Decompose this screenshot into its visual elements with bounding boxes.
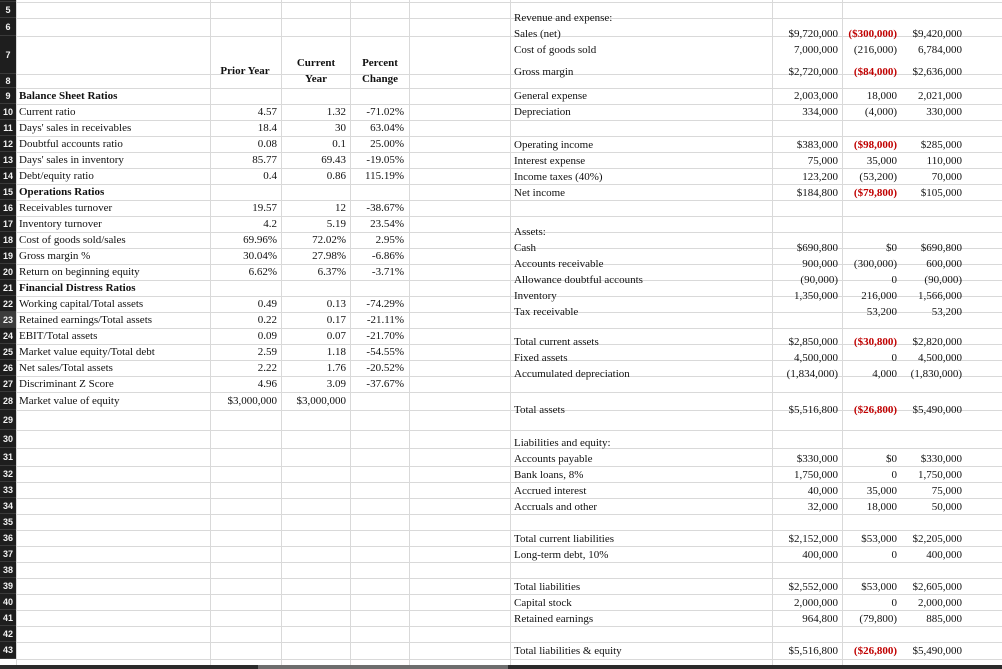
statement-label[interactable]: Accruals and other bbox=[514, 501, 598, 513]
statement-change-b[interactable]: 0 bbox=[891, 274, 897, 286]
row-header[interactable]: 23 bbox=[0, 312, 16, 328]
ratio-prior-value[interactable]: 0.4 bbox=[263, 169, 277, 182]
ratio-prior-value[interactable]: 6.62% bbox=[248, 265, 277, 278]
statement-change-b[interactable]: ($26,800) bbox=[853, 645, 897, 657]
statement-value-a[interactable]: 4,500,000 bbox=[794, 352, 838, 364]
ratio-percent-change[interactable]: 23.54% bbox=[370, 217, 404, 230]
statement-value-c[interactable]: 6,784,000 bbox=[918, 44, 962, 56]
ratio-label[interactable]: Doubtful accounts ratio bbox=[19, 137, 123, 150]
statement-label[interactable]: Accumulated depreciation bbox=[514, 368, 630, 380]
statement-change-b[interactable]: 0 bbox=[891, 352, 897, 364]
ratio-prior-value[interactable]: 0.22 bbox=[257, 313, 277, 326]
ratio-current-value[interactable]: 1.32 bbox=[326, 105, 346, 118]
sheet-tab-active[interactable] bbox=[258, 665, 508, 669]
statement-value-c[interactable]: 50,000 bbox=[931, 501, 962, 513]
grid-hline bbox=[16, 120, 1002, 121]
statement-label[interactable]: Assets: bbox=[514, 226, 546, 238]
row-header[interactable]: 28 bbox=[0, 392, 16, 410]
statement-label[interactable]: Accounts payable bbox=[514, 453, 593, 465]
ratio-percent-change[interactable]: 115.19% bbox=[364, 169, 404, 182]
statement-label[interactable]: Interest expense bbox=[514, 155, 586, 167]
grid-hline bbox=[16, 642, 1002, 643]
ratio-current-value[interactable]: 0.86 bbox=[326, 169, 346, 182]
statement-value-a[interactable]: 7,000,000 bbox=[794, 44, 838, 56]
statement-value-a[interactable]: 123,200 bbox=[802, 171, 838, 183]
ratio-label[interactable]: Days' sales in receivables bbox=[19, 121, 132, 134]
ratio-section-heading[interactable]: Balance Sheet Ratios bbox=[19, 89, 118, 102]
statement-change-b[interactable]: ($300,000) bbox=[848, 28, 897, 40]
row-header[interactable]: 35 bbox=[0, 514, 16, 530]
statement-change-b[interactable]: $0 bbox=[886, 453, 897, 465]
ratio-prior-value[interactable]: 0.08 bbox=[257, 137, 277, 150]
grid-hline bbox=[16, 168, 1002, 169]
ratio-label[interactable]: Retained earnings/Total assets bbox=[19, 313, 153, 326]
row-header[interactable]: 13 bbox=[0, 152, 16, 168]
ratio-percent-change[interactable]: -74.29% bbox=[366, 297, 404, 310]
header-prior-year[interactable]: Prior Year bbox=[220, 65, 270, 77]
grid-hline bbox=[16, 328, 1002, 329]
statement-label[interactable]: Gross margin bbox=[514, 66, 574, 78]
row-header[interactable]: 14 bbox=[0, 168, 16, 184]
statement-label[interactable]: Cost of goods sold bbox=[514, 44, 597, 56]
ratio-prior-value[interactable]: 30.04% bbox=[243, 249, 277, 262]
grid-hline bbox=[16, 88, 1002, 89]
row-header[interactable]: 43 bbox=[0, 642, 16, 659]
ratio-percent-change[interactable]: -3.71% bbox=[371, 265, 404, 278]
statement-change-b[interactable]: (4,000) bbox=[864, 106, 897, 118]
row-header[interactable]: 15 bbox=[0, 184, 16, 200]
ratio-label[interactable]: Receivables turnover bbox=[19, 201, 113, 214]
row-header[interactable]: 38 bbox=[0, 562, 16, 578]
row-header[interactable]: 26 bbox=[0, 360, 16, 376]
statement-value-a[interactable]: (90,000) bbox=[800, 274, 838, 286]
statement-value-c[interactable]: $2,636,000 bbox=[912, 66, 962, 78]
grid-hline bbox=[16, 18, 1002, 19]
row-header[interactable]: 32 bbox=[0, 466, 16, 482]
statement-label[interactable]: General expense bbox=[514, 90, 587, 102]
grid-hline bbox=[16, 514, 1002, 515]
statement-change-b[interactable]: (216,000) bbox=[853, 44, 897, 56]
grid-hline bbox=[16, 610, 1002, 611]
statement-value-c[interactable]: $330,000 bbox=[920, 453, 962, 465]
ratio-percent-change[interactable]: -21.11% bbox=[366, 313, 404, 326]
ratio-percent-change[interactable]: -71.02% bbox=[366, 105, 404, 118]
statement-label[interactable]: Depreciation bbox=[514, 106, 571, 118]
row-header[interactable]: 27 bbox=[0, 376, 16, 392]
row-header[interactable]: 16 bbox=[0, 200, 16, 216]
ratio-prior-value[interactable]: 0.49 bbox=[257, 297, 277, 310]
statement-change-b[interactable]: 53,200 bbox=[866, 306, 897, 318]
statement-value-c[interactable]: 53,200 bbox=[931, 306, 962, 318]
statement-value-a[interactable]: $383,000 bbox=[796, 139, 838, 151]
statement-change-b[interactable]: ($79,800) bbox=[853, 187, 897, 199]
statement-label[interactable]: Accounts receivable bbox=[514, 258, 604, 270]
statement-change-b[interactable]: (53,200) bbox=[859, 171, 897, 183]
statement-value-c[interactable]: 330,000 bbox=[926, 106, 962, 118]
statement-change-b[interactable]: ($84,000) bbox=[853, 66, 897, 78]
statement-value-a[interactable]: (1,834,000) bbox=[786, 368, 838, 380]
statement-value-a[interactable]: $2,152,000 bbox=[788, 533, 838, 545]
ratio-percent-change[interactable]: -38.67% bbox=[366, 201, 404, 214]
statement-label[interactable]: Net income bbox=[514, 187, 566, 199]
statement-value-a[interactable]: $330,000 bbox=[796, 453, 838, 465]
ratio-prior-value[interactable]: 0.09 bbox=[257, 329, 277, 342]
ratio-current-value[interactable]: 0.17 bbox=[326, 313, 346, 326]
ratio-current-value[interactable]: 3.09 bbox=[326, 377, 346, 390]
row-header[interactable]: 24 bbox=[0, 328, 16, 344]
ratio-current-value[interactable]: 69.43 bbox=[321, 153, 346, 166]
statement-label[interactable]: Liabilities and equity: bbox=[514, 437, 611, 449]
ratio-current-value[interactable]: 1.18 bbox=[326, 345, 346, 358]
statement-value-a[interactable]: 75,000 bbox=[807, 155, 838, 167]
ratio-percent-change[interactable]: -37.67% bbox=[366, 377, 404, 390]
ratio-current-value[interactable]: 1.76 bbox=[326, 361, 346, 374]
statement-change-b[interactable]: ($26,800) bbox=[853, 404, 897, 416]
statement-label[interactable]: Cash bbox=[514, 242, 536, 254]
row-header[interactable]: 41 bbox=[0, 610, 16, 626]
statement-value-c[interactable]: 110,000 bbox=[926, 155, 962, 167]
statement-value-c[interactable]: 4,500,000 bbox=[918, 352, 962, 364]
statement-change-b[interactable]: ($30,800) bbox=[853, 336, 897, 348]
statement-label[interactable]: Fixed assets bbox=[514, 352, 568, 364]
ratio-current-value[interactable]: 12 bbox=[335, 201, 346, 214]
statement-change-b[interactable]: ($98,000) bbox=[853, 139, 897, 151]
statement-value-c[interactable]: $2,605,000 bbox=[912, 581, 962, 593]
statement-change-b[interactable]: 35,000 bbox=[866, 485, 897, 497]
row-header[interactable]: 6 bbox=[0, 18, 16, 36]
grid-hline bbox=[16, 530, 1002, 531]
statement-value-c[interactable]: 400,000 bbox=[926, 549, 962, 561]
ratio-label[interactable]: Net sales/Total assets bbox=[19, 361, 113, 374]
statement-value-a[interactable]: $2,552,000 bbox=[788, 581, 838, 593]
statement-value-c[interactable]: $5,490,000 bbox=[912, 404, 962, 416]
grid-vline bbox=[409, 0, 410, 665]
statement-label[interactable]: Revenue and expense: bbox=[514, 12, 613, 24]
ratio-label[interactable]: Return on beginning equity bbox=[19, 265, 140, 278]
row-header[interactable]: 25 bbox=[0, 344, 16, 360]
row-header[interactable]: 22 bbox=[0, 296, 16, 312]
ratio-label[interactable]: Debt/equity ratio bbox=[19, 169, 94, 182]
ratio-current-value[interactable]: $3,000,000 bbox=[296, 394, 346, 407]
ratio-current-value[interactable]: 5.19 bbox=[326, 217, 346, 230]
ratio-percent-change[interactable]: -20.52% bbox=[366, 361, 404, 374]
statement-change-b[interactable]: 18,000 bbox=[866, 501, 897, 513]
grid-hline bbox=[16, 104, 1002, 105]
row-header[interactable]: 19 bbox=[0, 248, 16, 264]
statement-value-c[interactable]: 600,000 bbox=[926, 258, 962, 270]
row-header[interactable]: 18 bbox=[0, 232, 16, 248]
statement-value-c[interactable]: $285,000 bbox=[920, 139, 962, 151]
statement-value-a[interactable]: 400,000 bbox=[802, 549, 838, 561]
ratio-percent-change[interactable]: 25.00% bbox=[370, 137, 404, 150]
statement-value-a[interactable]: 2,000,000 bbox=[794, 597, 838, 609]
grid-hline bbox=[16, 2, 1002, 3]
row-header[interactable]: 40 bbox=[0, 594, 16, 610]
grid-hline bbox=[16, 659, 1002, 660]
ratio-percent-change[interactable]: -6.86% bbox=[371, 249, 404, 262]
statement-value-a[interactable]: 32,000 bbox=[807, 501, 838, 513]
statement-label[interactable]: Total liabilities bbox=[514, 581, 581, 593]
ratio-prior-value[interactable]: 2.59 bbox=[257, 345, 277, 358]
grid-hline bbox=[16, 232, 1002, 233]
row-header[interactable]: 5 bbox=[0, 2, 16, 18]
statement-change-b[interactable]: (79,800) bbox=[859, 613, 897, 625]
grid-vline bbox=[16, 0, 17, 665]
row-header[interactable]: 9 bbox=[0, 88, 16, 104]
ratio-current-value[interactable]: 30 bbox=[335, 121, 346, 134]
ratio-percent-change[interactable]: -21.70% bbox=[366, 329, 404, 342]
ratio-label[interactable]: Current ratio bbox=[19, 105, 76, 118]
row-header[interactable]: 34 bbox=[0, 498, 16, 514]
statement-change-b[interactable]: 35,000 bbox=[866, 155, 897, 167]
statement-label[interactable]: Accrued interest bbox=[514, 485, 587, 497]
statement-value-c[interactable]: $9,420,000 bbox=[912, 28, 962, 40]
statement-value-c[interactable]: $2,820,000 bbox=[912, 336, 962, 348]
ratio-current-value[interactable]: 0.1 bbox=[332, 137, 346, 150]
statement-value-a[interactable]: $184,800 bbox=[796, 187, 838, 199]
statement-change-b[interactable]: 4,000 bbox=[872, 368, 897, 380]
statement-value-c[interactable]: 70,000 bbox=[931, 171, 962, 183]
ratio-current-value[interactable]: 0.13 bbox=[326, 297, 346, 310]
ratio-percent-change[interactable]: 63.04% bbox=[370, 121, 404, 134]
row-header[interactable]: 42 bbox=[0, 626, 16, 642]
statement-value-a[interactable]: 1,350,000 bbox=[794, 290, 838, 302]
statement-value-a[interactable]: $2,850,000 bbox=[788, 336, 838, 348]
row-header[interactable]: 7 bbox=[0, 36, 16, 74]
row-header[interactable]: 10 bbox=[0, 104, 16, 120]
statement-value-c[interactable]: 2,000,000 bbox=[918, 597, 962, 609]
row-header[interactable]: 12 bbox=[0, 136, 16, 152]
ratio-section-heading[interactable]: Operations Ratios bbox=[19, 185, 105, 198]
statement-value-a[interactable]: $690,800 bbox=[796, 242, 838, 254]
statement-value-a[interactable]: $9,720,000 bbox=[788, 28, 838, 40]
grid-hline bbox=[16, 448, 1002, 449]
grid-hline bbox=[16, 136, 1002, 137]
ratio-current-value[interactable]: 27.98% bbox=[312, 249, 346, 262]
ratio-percent-change[interactable]: -54.55% bbox=[366, 345, 404, 358]
statement-value-c[interactable]: $105,000 bbox=[920, 187, 962, 199]
statement-label[interactable]: Capital stock bbox=[514, 597, 572, 609]
statement-value-a[interactable]: 2,003,000 bbox=[794, 90, 838, 102]
statement-change-b[interactable]: $53,000 bbox=[861, 581, 897, 593]
header-percent-change[interactable]: Percent Change bbox=[361, 57, 399, 85]
statement-change-b[interactable]: $53,000 bbox=[861, 533, 897, 545]
row-header[interactable]: 20 bbox=[0, 264, 16, 280]
grid-vline bbox=[510, 0, 511, 665]
statement-value-c[interactable]: $690,800 bbox=[920, 242, 962, 254]
row-header[interactable]: 39 bbox=[0, 578, 16, 594]
ratio-current-value[interactable]: 6.37% bbox=[317, 265, 346, 278]
grid-hline bbox=[16, 200, 1002, 201]
statement-change-b[interactable]: (300,000) bbox=[853, 258, 897, 270]
header-current-year[interactable]: Current Year bbox=[296, 57, 336, 85]
statement-label[interactable]: Allowance doubtful accounts bbox=[514, 274, 643, 286]
row-header[interactable]: 31 bbox=[0, 448, 16, 466]
grid-hline bbox=[16, 546, 1002, 547]
grid-hline bbox=[16, 578, 1002, 579]
statement-value-a[interactable]: 40,000 bbox=[807, 485, 838, 497]
ratio-label[interactable]: Inventory turnover bbox=[19, 217, 102, 230]
ratio-label[interactable]: Gross margin % bbox=[19, 249, 91, 262]
ratio-prior-value[interactable]: 69.96% bbox=[243, 233, 277, 246]
row-header[interactable]: 11 bbox=[0, 120, 16, 136]
statement-label[interactable]: Total assets bbox=[514, 404, 565, 416]
statement-label[interactable]: Sales (net) bbox=[514, 28, 561, 40]
statement-label[interactable]: Income taxes (40%) bbox=[514, 171, 603, 183]
ratio-current-value[interactable]: 72.02% bbox=[312, 233, 346, 246]
grid-hline bbox=[16, 482, 1002, 483]
statement-value-a[interactable]: $5,516,800 bbox=[788, 404, 838, 416]
row-header[interactable]: 29 bbox=[0, 410, 16, 430]
ratio-prior-value[interactable]: 18.4 bbox=[257, 121, 277, 134]
statement-value-c[interactable]: (90,000) bbox=[924, 274, 962, 286]
statement-change-b[interactable]: 216,000 bbox=[861, 290, 897, 302]
statement-value-c[interactable]: 1,566,000 bbox=[918, 290, 962, 302]
grid-hline bbox=[16, 152, 1002, 153]
row-header[interactable]: 17 bbox=[0, 216, 16, 232]
statement-change-b[interactable]: 18,000 bbox=[866, 90, 897, 102]
ratio-prior-value[interactable]: $3,000,000 bbox=[227, 394, 277, 407]
ratio-label[interactable]: Cost of goods sold/sales bbox=[19, 233, 126, 246]
grid-hline bbox=[16, 392, 1002, 393]
ratio-prior-value[interactable]: 4.2 bbox=[263, 217, 277, 230]
ratio-section-heading[interactable]: Financial Distress Ratios bbox=[19, 281, 136, 294]
statement-value-a[interactable]: $5,516,800 bbox=[788, 645, 838, 657]
statement-change-b[interactable]: $0 bbox=[886, 242, 897, 254]
ratio-percent-change[interactable]: -19.05% bbox=[366, 153, 404, 166]
grid-hline bbox=[16, 184, 1002, 185]
statement-label[interactable]: Retained earnings bbox=[514, 613, 594, 625]
ratio-label[interactable]: Market value of equity bbox=[19, 394, 120, 407]
statement-value-a[interactable]: 900,000 bbox=[802, 258, 838, 270]
statement-change-b[interactable]: 0 bbox=[891, 597, 897, 609]
statement-value-c[interactable]: 2,021,000 bbox=[918, 90, 962, 102]
statement-label[interactable]: Operating income bbox=[514, 139, 594, 151]
statement-change-b[interactable]: 0 bbox=[891, 549, 897, 561]
statement-value-a[interactable]: $2,720,000 bbox=[788, 66, 838, 78]
statement-value-c[interactable]: 1,750,000 bbox=[918, 469, 962, 481]
grid-hline bbox=[16, 430, 1002, 431]
ratio-label[interactable]: EBIT/Total assets bbox=[19, 329, 98, 342]
ratio-current-value[interactable]: 0.07 bbox=[326, 329, 346, 342]
row-header-top bbox=[0, 0, 16, 2]
ratio-label[interactable]: Days' sales in inventory bbox=[19, 153, 124, 166]
statement-label[interactable]: Long-term debt, 10% bbox=[514, 549, 609, 561]
statement-label[interactable]: Inventory bbox=[514, 290, 557, 302]
ratio-prior-value[interactable]: 19.57 bbox=[252, 201, 277, 214]
statement-value-c[interactable]: $2,205,000 bbox=[912, 533, 962, 545]
statement-value-c[interactable]: (1,830,000) bbox=[910, 368, 962, 380]
statement-change-b[interactable]: 0 bbox=[891, 469, 897, 481]
grid-hline bbox=[16, 498, 1002, 499]
statement-value-c[interactable]: 75,000 bbox=[931, 485, 962, 497]
row-header[interactable]: 37 bbox=[0, 546, 16, 562]
grid-hline bbox=[16, 216, 1002, 217]
grid-hline bbox=[16, 466, 1002, 467]
statement-label[interactable]: Total liabilities & equity bbox=[514, 645, 622, 657]
row-header[interactable]: 8 bbox=[0, 74, 16, 88]
statement-label[interactable]: Bank loans, 8% bbox=[514, 469, 584, 481]
ratio-label[interactable]: Discriminant Z Score bbox=[19, 377, 114, 390]
statement-value-a[interactable]: 334,000 bbox=[802, 106, 838, 118]
row-header[interactable]: 33 bbox=[0, 482, 16, 498]
statement-value-a[interactable]: 1,750,000 bbox=[794, 469, 838, 481]
statement-value-a[interactable]: 964,800 bbox=[802, 613, 838, 625]
row-header[interactable]: 30 bbox=[0, 430, 16, 448]
statement-value-c[interactable]: 885,000 bbox=[926, 613, 962, 625]
ratio-label[interactable]: Market value equity/Total debt bbox=[19, 345, 155, 358]
ratio-label[interactable]: Working capital/Total assets bbox=[19, 297, 144, 310]
grid-hline bbox=[16, 626, 1002, 627]
row-header[interactable]: 36 bbox=[0, 530, 16, 546]
statement-value-c[interactable]: $5,490,000 bbox=[912, 645, 962, 657]
grid-hline bbox=[16, 594, 1002, 595]
ratio-percent-change[interactable]: 2.95% bbox=[375, 233, 404, 246]
row-header[interactable]: 21 bbox=[0, 280, 16, 296]
statement-label[interactable]: Tax receivable bbox=[514, 306, 579, 318]
statement-label[interactable]: Total current assets bbox=[514, 336, 599, 348]
grid-hline bbox=[16, 562, 1002, 563]
ratio-prior-value[interactable]: 85.77 bbox=[252, 153, 277, 166]
ratio-prior-value[interactable]: 4.57 bbox=[257, 105, 277, 118]
ratio-prior-value[interactable]: 4.96 bbox=[257, 377, 277, 390]
ratio-prior-value[interactable]: 2.22 bbox=[257, 361, 277, 374]
statement-label[interactable]: Total current liabilities bbox=[514, 533, 615, 545]
